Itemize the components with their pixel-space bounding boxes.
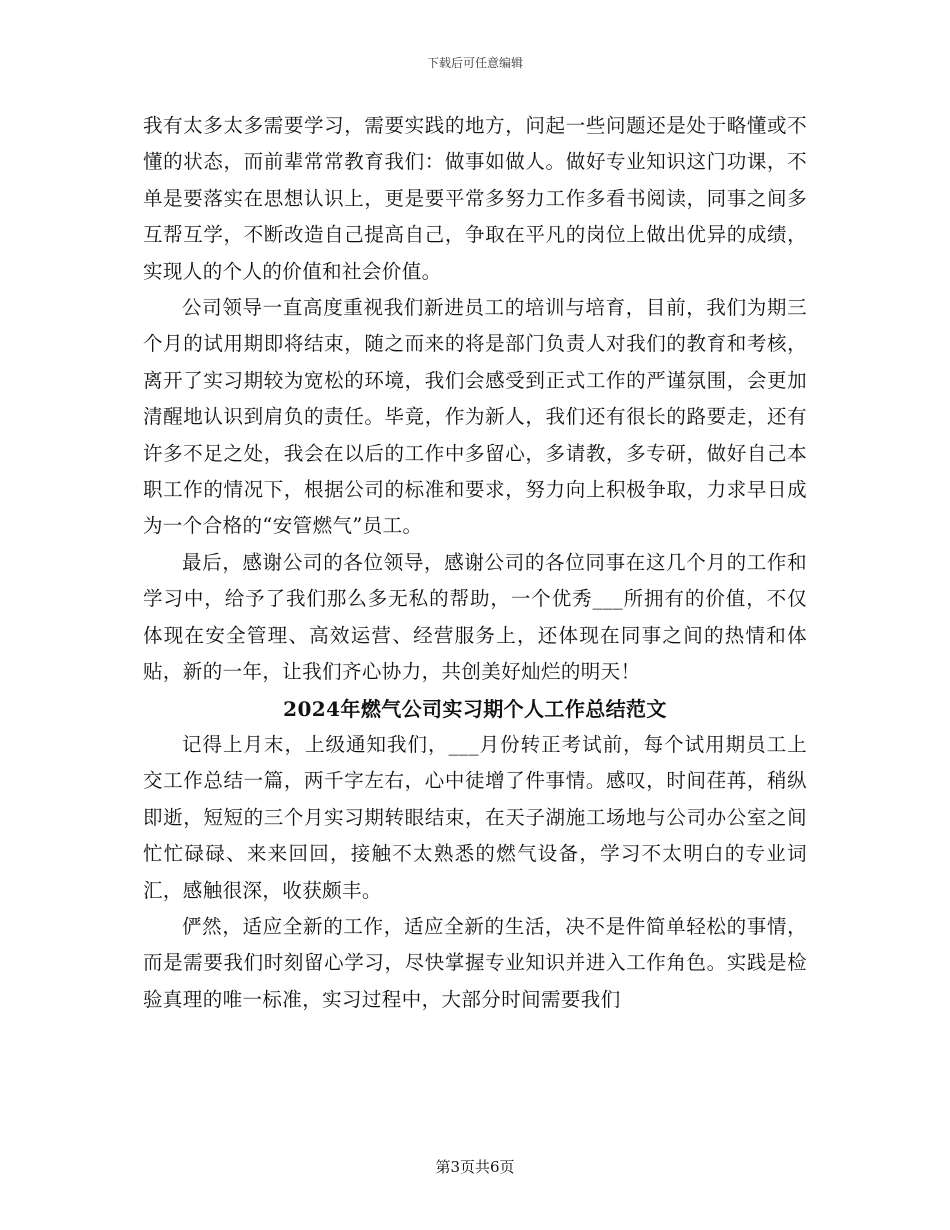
paragraph-1: 我有太多太多需要学习，需要实践的地方，问起一些问题还是处于略懂或不懂的状态，而前辈常常教育我们：做事如做人。做好专业知识这门功课，不单是要落实在思想认识上，更是要平常多努力工作多看书阅读，同事之间多互帮互学，不断改造自己提高自己，争取在平凡的岗位上做出优异的成绩，实现人的个人的价值和社会价值。 [143,114,807,283]
section-heading: 2024年燃气公司实习期个人工作总结范文 [283,696,667,721]
page-header-note: 下载后可任意编辑 [426,56,523,70]
paragraph-3: 最后，感谢公司的各位领导，感谢公司的各位同事在这几个月的工作和学习中，给予了我们那么多无私的帮助，一个优秀___所拥有的价值，不仅体现在安全管理、高效运营、经营服务上，还体现在同事之间的热情和体贴，新的一年，让我们齐心协力，共创美好灿烂的明天！ [143,550,807,684]
page-number: 第3页共6页 [435,1158,515,1176]
paragraph-2: 公司领导一直高度重视我们新进员工的培训与培育，目前，我们为期三个月的试用期即将结束，随之而来的将是部门负责人对我们的教育和考核，离开了实习期较为宽松的环境，我们会感受到正式工作的严谨氛围，会更加清醒地认识到肩负的责任。毕竟，作为新人，我们还有很长的路要走，还有许多不足之处，我会在以后的工作中多留心，多请教，多专研，做好自己本职工作的情况下，根据公司的标准和要求，努力向上积极争取，力求早日成为一个合格的“安管燃气”员工。 [143,296,807,538]
paragraph-5: 俨然，适应全新的工作，适应全新的生活，决不是件简单轻松的事情，而是需要我们时刻留心学习，尽快掌握专业知识并进入工作角色。实践是检验真理的唯一标准，实习过程中，大部分时间需要我们 [143,914,807,1011]
paragraph-4: 记得上月末，上级通知我们，___月份转正考试前，每个试用期员工上交工作总结一篇，两千字左右，心中徒增了件事情。感叹，时间荏苒，稍纵即逝，短短的三个月实习期转眼结束，在天子湖施工场地与公司办公室之间忙忙碌碌、来来回回，接触不太熟悉的燃气设备，学习不太明白的专业词汇，感触很深，收获颇丰。 [143,732,807,902]
document-body [143,108,807,1018]
